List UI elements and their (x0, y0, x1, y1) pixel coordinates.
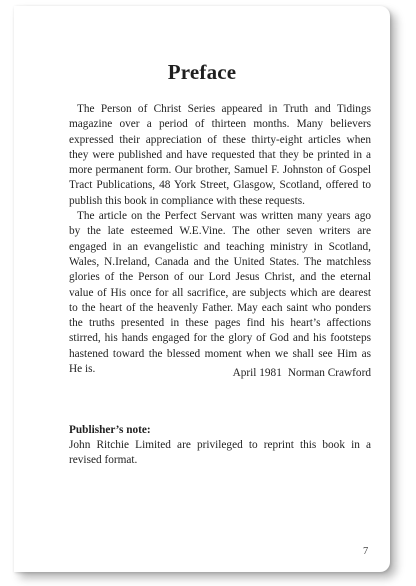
signature-name: Norman Crawford (287, 367, 371, 379)
preface-paragraph-1: The Person of Christ Series appeared in Truth and Tidings magazine over a period of thirteen months. Many believers expressed their appreciation of these thirty-eight articles when they were published and have requested that they be printed in a more permanent form. Our brother, Samuel F. Johnston of Gospel Tract Publications, 48 York Street, Glasgow, Scotland, offered to publish this book in compliance with these requests. (69, 103, 371, 207)
signature-date: April 1981 (232, 367, 282, 379)
preface-paragraph-2: The article on the Perfect Servant was written many years ago by the late esteemed W.E.Vine. The other seven writers are engaged in an evangelistic and teaching ministry in Scotland, Wales, N.Ireland, Canada and the United States. The matchless glories of the Person of our Lord Jesus Christ, and the eternal value of His once for all sacrifice, are subjects which are dearest to the heart of the heavenly Father. May each saint who ponders the truths presented in these pages find his heart’s affections stirred, his hands engaged for the glory of God and his footsteps hastened toward the blessed moment when we shall see Him as He is. (69, 210, 371, 376)
publisher-note-heading: Publisher’s note: (69, 424, 151, 436)
page-number: 7 (363, 546, 369, 557)
signature-line (69, 366, 371, 381)
book-page (14, 6, 390, 572)
publisher-note-text: John Ritchie Limited are privileged to reprint this book in a revised format. (69, 439, 371, 467)
page-title: Preface (167, 60, 237, 84)
preface-body (69, 102, 371, 377)
